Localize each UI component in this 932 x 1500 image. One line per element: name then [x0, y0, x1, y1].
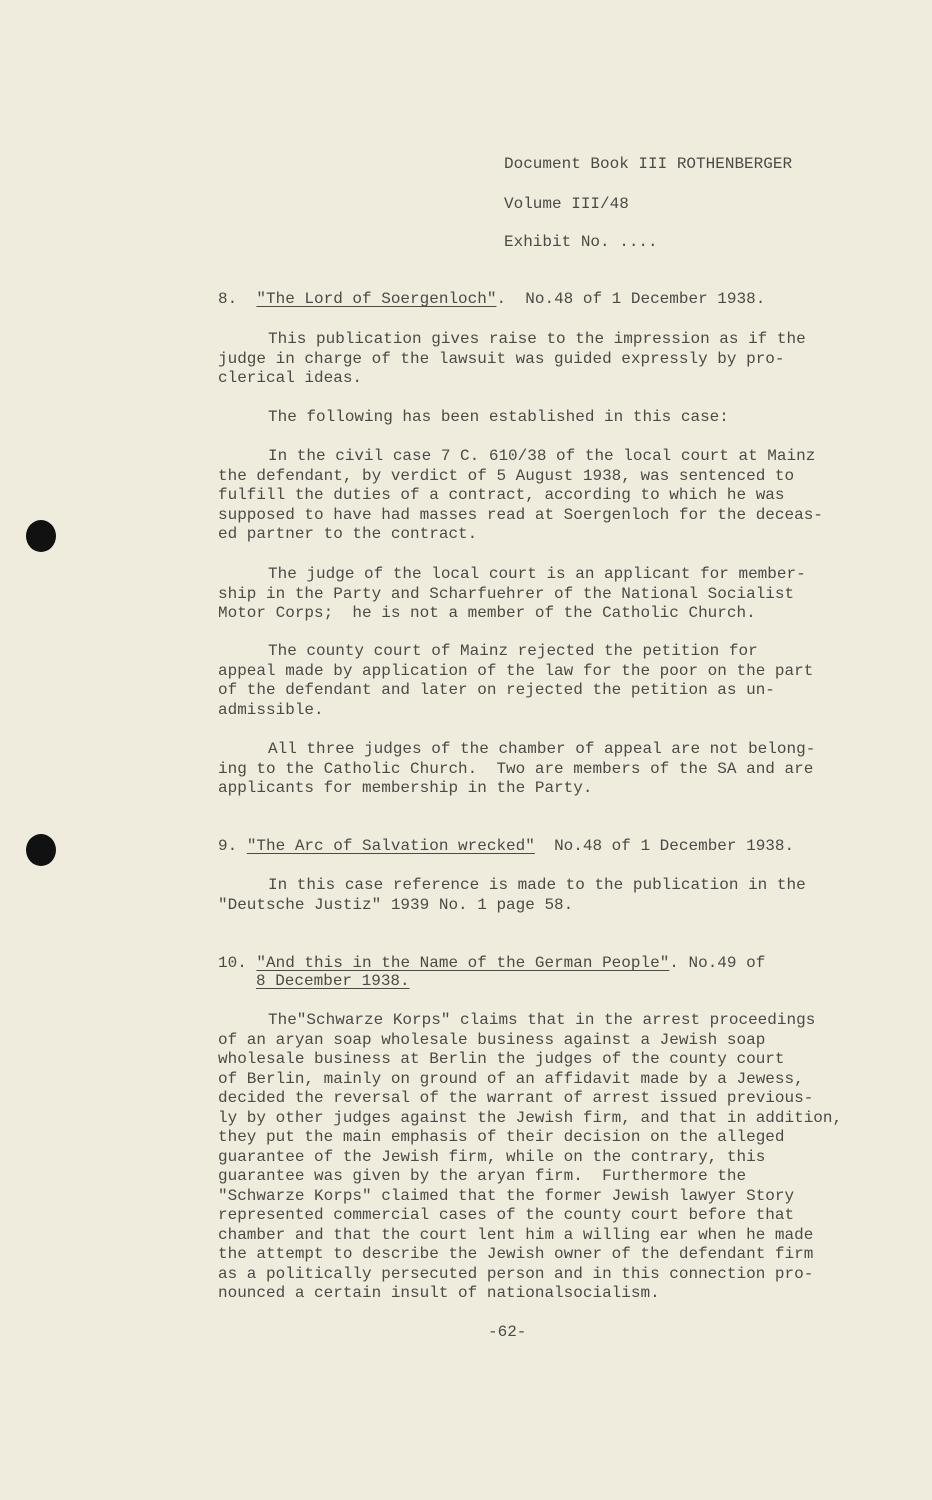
section-title: "The Lord of Soergenloch": [256, 290, 497, 308]
document-book-label: Document Book III ROTHENBERGER: [504, 155, 793, 173]
text-line: ship in the Party and Scharfuehrer of the National Socialist: [218, 584, 795, 603]
paragraph: [218, 408, 729, 428]
text-line: of an aryan soap wholesale business against a Jewish soap: [218, 1030, 766, 1049]
page-number: -62-: [488, 1323, 527, 1341]
paragraph: [218, 876, 806, 915]
paragraph: [218, 740, 815, 799]
text-line: wholesale business at Berlin the judges of the county court: [218, 1050, 785, 1068]
exhibit-label: Exhibit No. ....: [504, 233, 658, 251]
text-line: ed partner to the contract.: [218, 525, 478, 543]
text-line: The county court of Mainz rejected the petition for: [268, 642, 758, 660]
text-line: they put the main emphasis of their decision on the alleged: [218, 1128, 785, 1146]
paragraph: [218, 565, 806, 624]
text-line: "Schwarze Korps" claimed that the former Jewish lawyer Story: [218, 1186, 795, 1205]
text-line: judge in charge of the lawsuit was guided expressly by pro-: [218, 349, 785, 368]
text-line: nounced a certain insult of nationalsocialism.: [218, 1284, 660, 1302]
text-line: The judge of the local court is an applicant for member-: [268, 565, 806, 583]
text-line: The"Schwarze Korps" claims that in the arrest proceedings: [268, 1011, 816, 1029]
text-line: In this case reference is made to the publication in the: [268, 876, 806, 894]
text-line: appeal made by application of the law for the poor on the part: [218, 661, 814, 680]
text-line: clerical ideas.: [218, 369, 363, 387]
text-line: guarantee of the Jewish firm, while on the contrary, this: [218, 1147, 766, 1166]
text-line: "Deutsche Justiz" 1939 No. 1 page 58.: [218, 895, 574, 914]
paragraph: [218, 330, 806, 389]
section-title: "And this in the Name of the German People": [256, 954, 670, 972]
text-line: decided the reversal of the warrant of arrest issued previous-: [218, 1089, 814, 1107]
section-10-heading: 10. "And this in the Name of the German People". No.49 of 8 December 1938.: [218, 954, 766, 990]
text-line: admissible.: [218, 700, 324, 719]
text-line: the attempt to describe the Jewish owner of the defendant firm: [218, 1245, 814, 1263]
text-line: applicants for membership in the Party.: [218, 779, 593, 797]
paragraph: [218, 642, 813, 720]
text-line: the defendant, by verdict of 5 August 1938, was sentenced to: [218, 466, 795, 485]
text-line: All three judges of the chamber of appeal are not belong-: [268, 740, 816, 758]
text-line: Motor Corps; he is not a member of the Catholic Church.: [218, 604, 756, 622]
section-9-heading: 9. "The Arc of Salvation wrecked" No.48 of 1 December 1938.: [218, 837, 795, 855]
text-line: chamber and that the court lent him a willing ear when he made: [218, 1225, 814, 1244]
punch-hole: [26, 834, 56, 866]
text-line: fulfill the duties of a contract, according to which he was: [218, 486, 785, 504]
text-line: ing to the Catholic Church. Two are members of the SA and are: [218, 759, 814, 778]
text-line: of Berlin, mainly on ground of an affidavit made by a Jewess,: [218, 1069, 804, 1088]
text-line: guarantee was given by the aryan firm. Furthermore the: [218, 1167, 747, 1185]
section-title: "The Arc of Salvation wrecked": [246, 837, 535, 855]
text-line: This publication gives raise to the impression as if the: [268, 330, 806, 348]
text-line: ly by other judges against the Jewish firm, and that in addition,: [218, 1108, 843, 1127]
text-line: In the civil case 7 C. 610/38 of the local court at Mainz: [268, 447, 816, 465]
text-line: as a politically persecuted person and in this connection pro-: [218, 1264, 814, 1283]
text-line: represented commercial cases of the county court before that: [218, 1206, 795, 1224]
section-8-heading: 8. "The Lord of Soergenloch". No.48 of 1 December 1938.: [218, 290, 766, 308]
paragraph: [218, 447, 823, 545]
text-line: The following has been established in this case:: [268, 408, 729, 426]
volume-label: Volume III/48: [504, 195, 629, 213]
text-line: of the defendant and later on rejected the petition as un-: [218, 681, 775, 699]
text-line: supposed to have had masses read at Soergenloch for the deceas-: [218, 505, 823, 524]
punch-hole: [26, 520, 56, 552]
paragraph: [218, 1011, 842, 1304]
